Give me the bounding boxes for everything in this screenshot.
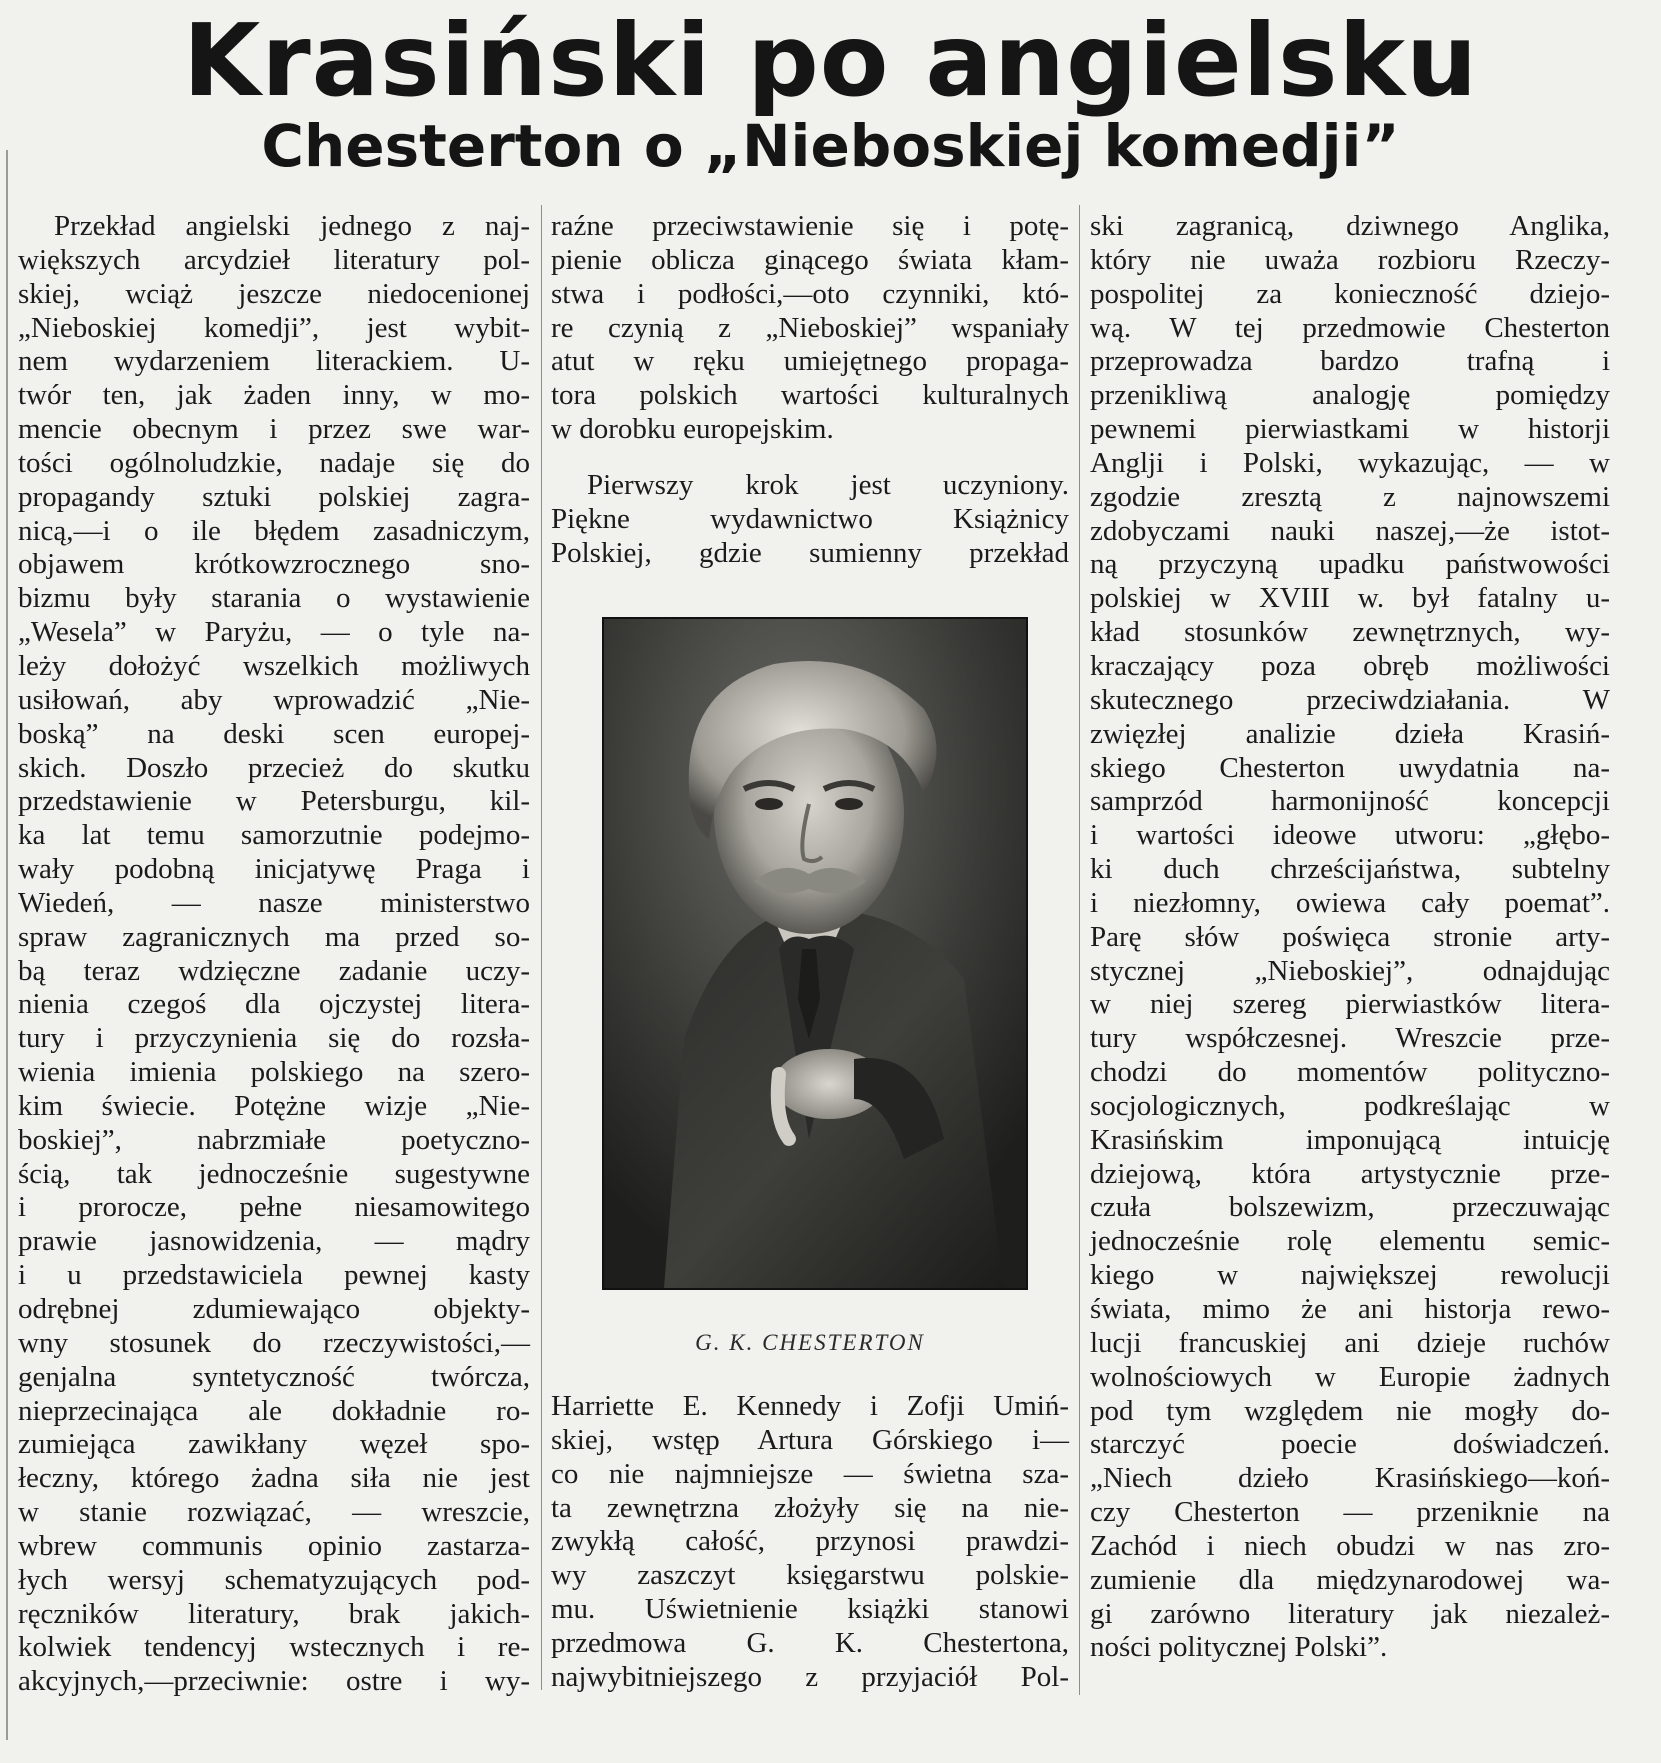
text-line: kim świecie. Potężne wizje „Nie- [18, 1089, 530, 1122]
text-line: nicą,—i o ile błędem zasadniczym, [18, 514, 530, 547]
text-line: kraczający poza obręb możliwości [1090, 649, 1610, 682]
text-line: samprzód harmonijność koncepcji [1090, 785, 1610, 818]
text-line: czy Chesterton — przeniknie na [1090, 1496, 1610, 1529]
text-line: mu. Uświetnienie książki stanowi [551, 1593, 1069, 1626]
text-line: skutecznego przeciwdziałania. W [1090, 683, 1610, 716]
text-line: bizmu były starania o wystawienie [18, 582, 530, 615]
text-line: zgodzie zresztą z najnowszemi [1090, 480, 1610, 513]
text-line: prawie jasnowidzenia, — mądry [18, 1225, 530, 1258]
text-line: przedmowa G. K. Chestertona, [551, 1626, 1069, 1659]
text-line: zumienie dla międzynarodowej wa- [1090, 1563, 1610, 1596]
text-line: tości ogólnoludzkie, nadaje się do [18, 446, 530, 479]
text-line: „Wesela” w Paryżu, — o tyle na- [18, 616, 530, 649]
text-line: ta zewnętrzna złożyły się na nie- [551, 1491, 1069, 1524]
text-line: gi zarówno literatury jak niezależ- [1090, 1597, 1610, 1630]
text-line: Harriette E. Kennedy i Zofji Umiń- [551, 1390, 1069, 1422]
text-line: polskiej w XVIII w. był fatalny u- [1090, 582, 1610, 615]
text-line: ka lat temu samorzutnie podejmo- [18, 819, 530, 852]
text-line: łeczny, którego żadna siła nie jest [18, 1462, 530, 1495]
text-line: zwykłą całość, przynosi prawdzi- [551, 1525, 1069, 1558]
text-line: pienie oblicza ginącego świata kłam- [551, 243, 1069, 276]
text-line: nieprzecinająca ale dokładnie ro- [18, 1394, 530, 1427]
text-line: odrębnej zdumiewająco objekty- [18, 1293, 530, 1325]
text-line: Wiedeń, — nasze ministerstwo [18, 886, 530, 919]
text-line: pod tym względem nie mogły do- [1090, 1394, 1610, 1427]
text-line: Zachód i niech obudzi w nas zro- [1090, 1529, 1610, 1562]
text-line: re czynią z „Nieboskiej” wspaniały [551, 311, 1069, 344]
text-line: przeprowadza bardzo trafną i [1090, 345, 1610, 378]
text-line: Parę słów poświęca stronie arty- [1090, 920, 1610, 953]
text-line: bą teraz wdzięczne zadanie uczy- [18, 954, 530, 987]
text-line: atut w ręku umiejętnego propaga- [551, 345, 1069, 378]
text-line: Pierwszy krok jest uczyniony. [587, 468, 1069, 501]
text-line: spraw zagranicznych ma przed so- [18, 920, 530, 953]
text-line: ski zagranicą, dziwnego Anglika, [1090, 210, 1610, 242]
text-line: pospolitej za konieczność dziejo- [1090, 277, 1610, 310]
text-line: tora polskich wartości kulturalnych [551, 379, 1069, 412]
text-line: Piękne wydawnictwo Książnicy [551, 502, 1069, 535]
text-line: nem wydarzeniem literackiem. U- [18, 345, 530, 378]
column-rule-1 [541, 205, 542, 1690]
text-line: „Nieboskiej komedji”, jest wybit- [18, 311, 530, 344]
paragraph-spacer [551, 447, 1069, 469]
text-line: czuła bolszewizm, przeczuwając [1090, 1191, 1610, 1224]
text-line: tury współczesnej. Wreszcie prze- [1090, 1022, 1610, 1055]
text-line: mencie obecnym i przez swe war- [18, 413, 530, 446]
text-line: co nie najmniejsze — świetna sza- [551, 1457, 1069, 1490]
text-line: „Niech dzieło Krasińskiego—koń- [1090, 1462, 1610, 1495]
text-line: ną przyczyną upadku państwowości [1090, 548, 1610, 581]
text-line: dziejową, która artystycznie prze- [1090, 1157, 1610, 1190]
paragraph-3 [551, 469, 1069, 571]
text-line: socjologicznych, podkreślając w [1090, 1089, 1610, 1122]
text-line: i u przedstawiciela pewnej kasty [18, 1259, 530, 1292]
text-line: zwięzłej analizie dzieła Krasiń- [1090, 717, 1610, 750]
text-line: wienia imienia polskiego na szero- [18, 1056, 530, 1089]
photo-caption: G. K. CHESTERTON [695, 1330, 925, 1355]
paragraph-3-continued [551, 1390, 1069, 1695]
text-line: w niej szereg pierwiastków litera- [1090, 988, 1610, 1021]
text-line: chodzi do momentów polityczno- [1090, 1056, 1610, 1089]
text-line: wolnościowych w Europie żadnych [1090, 1360, 1610, 1393]
text-line: Przekład angielski jednego z naj- [54, 210, 530, 242]
text-line: zdobyczami nauki naszej,—że istot- [1090, 514, 1610, 547]
column-3 [1090, 210, 1610, 1665]
column-1 [18, 210, 530, 1699]
column-2-continuation [551, 1390, 1069, 1695]
text-line: skiej, wstęp Artura Górskiego i— [551, 1423, 1069, 1456]
text-line: łych wersyj schematyzujących pod- [18, 1563, 530, 1596]
text-line: lucji francuskiej ani dzieje ruchów [1090, 1326, 1610, 1359]
headline: Krasiński po angielsku [182, 2, 1479, 119]
text-line: przenikliwą analogję pomiędzy [1090, 379, 1610, 412]
text-line: pewnemi pierwiastkami w historji [1090, 413, 1610, 446]
text-line: usiłowań, aby wprowadzić „Nie- [18, 683, 530, 716]
text-line: który nie uważa rozbioru Rzeczy- [1090, 243, 1610, 276]
text-line: twór ten, jak żaden inny, w mo- [18, 379, 530, 412]
text-line: boskiej”, nabrzmiałe poetyczno- [18, 1123, 530, 1156]
text-line: świata, mimo że ani historja rewo- [1090, 1293, 1610, 1325]
text-line: boską” na deski scen europej- [18, 717, 530, 750]
chesterton-portrait-image [604, 619, 1026, 1288]
text-line: przedstawienie w Petersburgu, kil- [18, 785, 530, 818]
column-rule-2 [1079, 205, 1080, 1695]
text-line: ności politycznej Polski”. [1090, 1631, 1388, 1664]
text-line: zumiejąca zawikłany węzeł spo- [18, 1428, 530, 1461]
text-line: wą. W tej przedmowie Chesterton [1090, 311, 1610, 344]
paragraph-3-end [1090, 210, 1610, 1665]
text-line: propagandy sztuki polskiej zagra- [18, 480, 530, 513]
text-line: akcyjnych,—przeciwnie: ostre i wy- [18, 1665, 530, 1698]
text-line: Krasińskim imponującą intuicję [1090, 1123, 1610, 1156]
text-line: i prorocze, pełne niesamowitego [18, 1191, 530, 1224]
text-line: i wartości ideowe utworu: „głębo- [1090, 819, 1610, 852]
text-line: raźne przeciwstawienie się i potę- [551, 210, 1069, 242]
page-edge-shadow [6, 150, 8, 1740]
portrait-photo [602, 617, 1028, 1290]
text-line: wny stosunek do rzeczywistości,— [18, 1326, 530, 1359]
text-line: ścią, tak jednocześnie sugestywne [18, 1157, 530, 1190]
text-line: tury i przyczynienia się do rozsła- [18, 1022, 530, 1055]
text-line: starczyć poecie doświadczeń. [1090, 1428, 1610, 1461]
paragraph-2-end [551, 210, 1069, 447]
text-line: ręczników literatury, brak jakich- [18, 1597, 530, 1630]
text-line: objawem krótkowzrocznego sno- [18, 548, 530, 581]
text-line: w dorobku europejskim. [551, 413, 834, 446]
text-line: wały podobną inicjatywę Praga i [18, 853, 530, 886]
text-line: w stanie rozwiązać, — wreszcie, [18, 1496, 530, 1529]
text-line: Polskiej, gdzie sumienny przekład [551, 536, 1069, 569]
text-line: genjalna syntetyczność twórcza, [18, 1360, 530, 1393]
text-line: większych arcydzieł literatury pol- [18, 243, 530, 276]
text-line: Anglji i Polski, wykazując, — w [1090, 446, 1610, 479]
text-line: kolwiek tendencyj wstecznych i re- [18, 1631, 530, 1664]
paragraph-1 [18, 210, 530, 1699]
text-line: nienia czegoś dla ojczystej litera- [18, 988, 530, 1021]
text-line: ki duch chrześcijaństwa, subtelny [1090, 853, 1610, 886]
text-line: kiego w największej rewolucji [1090, 1259, 1610, 1292]
text-line: stwa i podłości,—oto czynniki, któ- [551, 277, 1069, 310]
column-2 [551, 210, 1069, 570]
text-line: skiego Chesterton uwydatnia na- [1090, 751, 1610, 784]
text-line: i niezłomny, owiewa cały poemat”. [1090, 886, 1610, 919]
text-line: kład stosunków zewnętrznych, wy- [1090, 616, 1610, 649]
text-line: jednocześnie rolę elementu semic- [1090, 1225, 1610, 1258]
text-line: wy zaszczyt księgarstwu polskie- [551, 1559, 1069, 1592]
text-line: skich. Doszło przecież do skutku [18, 751, 530, 784]
text-line: stycznej „Nieboskiej”, odnajdując [1090, 954, 1610, 987]
text-line: skiej, wciąż jeszcze niedocenionej [18, 277, 530, 310]
subheadline: Chesterton o „Nieboskiej komedji” [261, 112, 1400, 180]
text-line: wbrew communis opinio zastarza- [18, 1529, 530, 1562]
text-line: leży dołożyć wszelkich możliwych [18, 649, 530, 682]
text-line: najwybitniejszego z przyjaciół Pol- [551, 1660, 1069, 1693]
